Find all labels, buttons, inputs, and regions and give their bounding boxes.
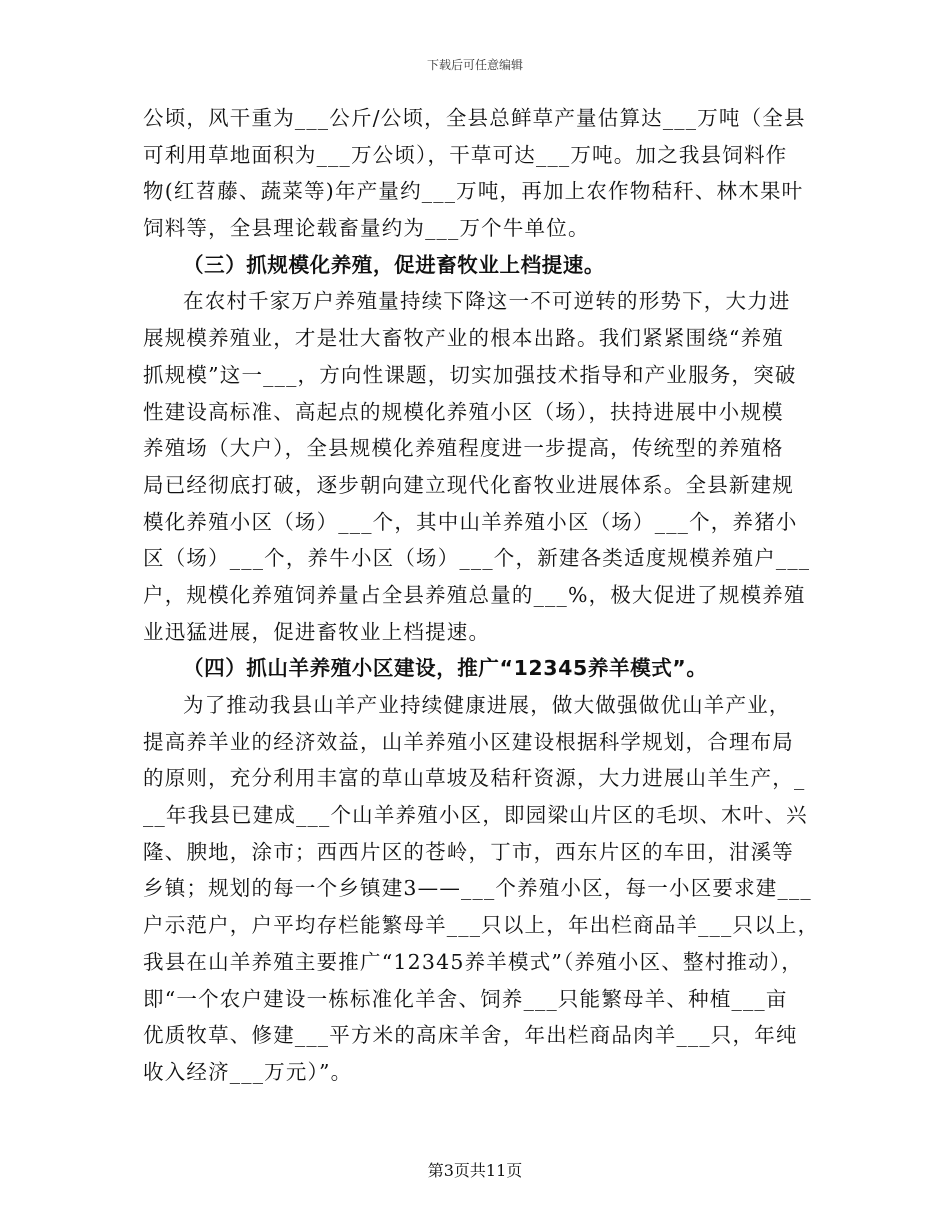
text-line: 养殖场（大户），全县规模化养殖程度进一步提高，传统型的养殖格	[143, 436, 784, 461]
paragraph-start: 在农村千家万户养殖量持续下降这一不可逆转的形势下，大力进	[183, 289, 791, 314]
text-line: 可利用草地面积为___万公顷），干草可达___万吨。加之我县饲料作	[143, 142, 788, 167]
text-line: __年我县已建成___个山羊养殖小区，即园梁山片区的毛坝、木叶、兴	[143, 803, 808, 828]
document-body	[143, 100, 823, 1091]
paragraph-start: 为了推动我县山羊产业持续健康进展，做大做强做优山羊产业，	[183, 693, 791, 717]
text-line: 收入经济___万元）”。	[143, 1059, 353, 1084]
text-line: 展规模养殖业，才是壮大畜牧产业的根本出路。我们紧紧围绕“养殖	[143, 326, 784, 351]
text-line: 抓规模”这一___，方向性课题，切实加强技术指导和产业服务，突破	[143, 362, 797, 387]
text-line: 隆、腴地，涂市；西西片区的苍岭，丁市，西东片区的车田，泔溪等	[143, 839, 794, 864]
text-line: 业迅猛进展，促进畜牧业上档提速。	[143, 619, 491, 644]
text-line: 优质牧草、修建___平方米的高床羊舍，年出栏商品肉羊___只，年纯	[143, 1023, 798, 1048]
text-line: 户，规模化养殖饲养量占全县养殖总量的___%，极大促进了规模养殖	[143, 582, 806, 607]
text-line: 局已经彻底打破，逐步朝向建立现代化畜牧业进展体系。全县新建规	[143, 472, 794, 497]
text-line: 户示范户，户平均存栏能繁母羊___只以上，年出栏商品羊___只以上，	[143, 913, 820, 938]
text-line: 物(红苕藤、蔬菜等)年产量约___万吨，再加上农作物秸秆、林木果叶	[143, 179, 804, 204]
text-line: 提高养羊业的经济效益，山羊养殖小区建设根据科学规划，合理布局	[143, 729, 794, 754]
section-heading-4: （四）抓山羊养殖小区建设，推广“12345养羊模式”。	[183, 656, 708, 681]
text-line: 模化养殖小区（场）___个，其中山羊养殖小区（场）___个，养猪小	[143, 509, 798, 534]
section-heading-3: （三）抓规模化养殖，促进畜牧业上档提速。	[183, 252, 605, 277]
text-line: 乡镇；规划的每一个乡镇建3——___个养殖小区，每一小区要求建___	[143, 876, 812, 901]
text-line: 的原则，充分利用丰富的草山草坡及秸秆资源，大力进展山羊生产，_	[143, 766, 806, 791]
text-line: 饲料等，全县理论载畜量约为___万个牛单位。	[143, 216, 590, 241]
text-line: 公顷，风干重为___公斤/公顷，全县总鲜草产量估算达___万吨（全县	[143, 106, 806, 130]
text-line: 区（场）___个，养牛小区（场）___个，新建各类适度规模养殖户___	[143, 546, 811, 571]
page-number: 第3页共11页	[427, 1161, 523, 1180]
text-line: 性建设高标准、高起点的规模化养殖小区（场），扶持进展中小规模	[143, 399, 784, 424]
page-header: 下载后可任意编辑	[426, 58, 523, 72]
text-line: 我县在山羊养殖主要推广“12345养羊模式”（养殖小区、整村推动），	[143, 949, 803, 974]
text-line: 即“一个农户建设一栋标准化羊舍、饲养___只能繁母羊、种植___亩	[143, 986, 788, 1011]
